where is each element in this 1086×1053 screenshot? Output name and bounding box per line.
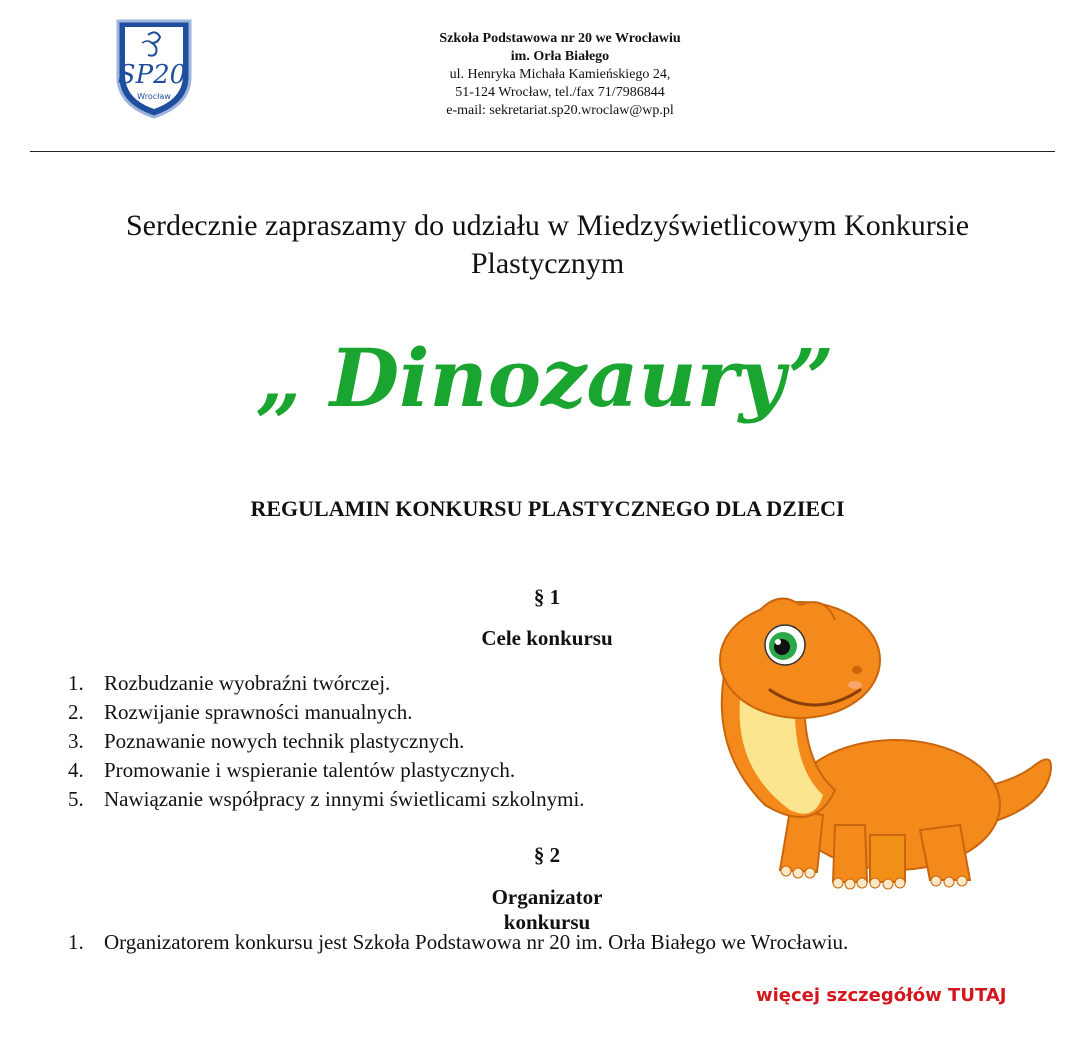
contest-title — [200, 322, 890, 442]
list-item-text: Promowanie i wspieranie talentów plastycznych. — [104, 758, 516, 782]
list-item-number: 1. — [68, 671, 84, 695]
list-item-number: 1. — [68, 930, 84, 954]
list-item-text: Rozwijanie sprawności manualnych. — [104, 700, 413, 724]
school-email: e-mail: sekretariat.sp20.wroclaw@wp.pl — [446, 103, 674, 118]
organizer-list — [68, 928, 848, 957]
list-item-number: 2. — [68, 700, 84, 724]
list-item-text: Organizatorem konkursu jest Szkoła Podstawowa nr 20 im. Orła Białego we Wrocławiu. — [104, 930, 849, 954]
section-1-title: Cele konkursu — [481, 626, 613, 650]
list-item — [68, 756, 585, 785]
school-header — [330, 30, 790, 120]
school-patron: im. Orła Białego — [510, 49, 610, 64]
list-item-text: Poznawanie nowych technik plastycznych. — [104, 729, 465, 753]
list-item-text: Rozbudzanie wyobraźni twórczej. — [104, 671, 391, 695]
invitation-line-1: Serdecznie zapraszamy do udziału w Miedzyświetlicowym Konkursie — [125, 209, 970, 242]
logo-city: Wrocław — [137, 92, 171, 101]
regulation-heading: REGULAMIN KONKURSU PLASTYCZNEGO DLA DZIECI — [250, 496, 845, 521]
list-item — [68, 785, 585, 814]
dinosaur-illustration-icon — [705, 590, 1060, 895]
school-postal-phone: 51-124 Wrocław, tel./fax 71/7986844 — [455, 85, 665, 100]
list-item-number: 3. — [68, 729, 84, 753]
section-2-mark: § 2 — [533, 843, 561, 867]
school-name: Szkoła Podstawowa nr 20 we Wrocławiu — [439, 31, 681, 46]
goals-list — [68, 669, 585, 814]
list-item-number: 5. — [68, 787, 84, 811]
list-item-text: Nawiązanie współpracy z innymi świetlicami szkolnymi. — [104, 787, 585, 811]
section-2-title: Organizator konkursu — [491, 885, 603, 934]
invitation-line-2: Plastycznym — [470, 247, 625, 280]
list-item — [68, 727, 585, 756]
list-item — [68, 698, 585, 727]
header-divider — [30, 151, 1055, 152]
section-1-mark: § 1 — [533, 585, 561, 609]
invitation-text — [40, 207, 1055, 283]
list-item-number: 4. — [68, 758, 84, 782]
list-item — [68, 928, 848, 957]
more-details-link[interactable]: więcej szczegółów TUTAJ — [756, 985, 1007, 1006]
logo-text: SP20 — [117, 60, 187, 90]
school-logo — [114, 17, 194, 119]
list-item — [68, 669, 585, 698]
school-address: ul. Henryka Michała Kamieńskiego 24, — [449, 67, 671, 82]
contest-title-text: „ Dinozaury” — [255, 331, 835, 425]
